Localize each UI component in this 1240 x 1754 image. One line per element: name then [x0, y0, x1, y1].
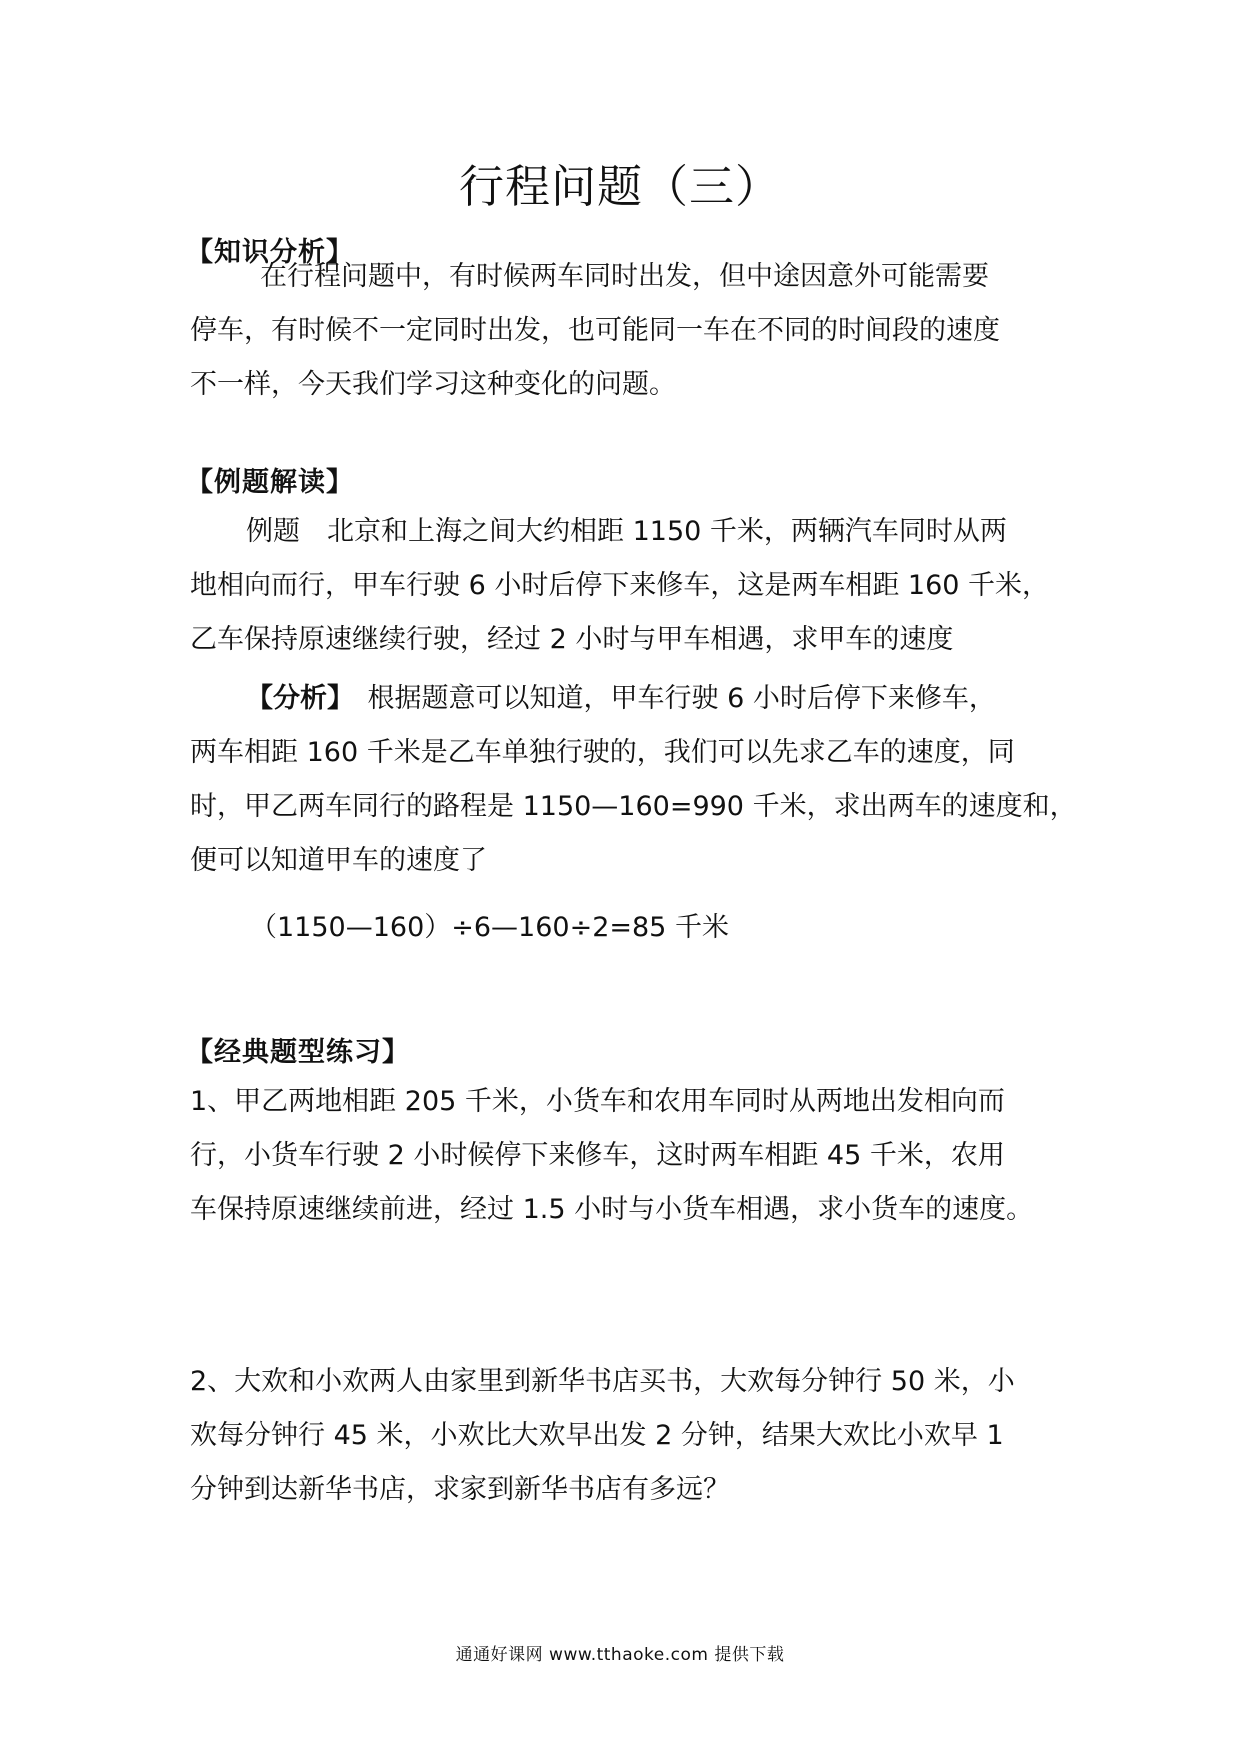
knowledge-line: 在行程问题中，有时候两车同时出发，但中途因意外可能需要 — [260, 261, 989, 292]
analysis-line: 两车相距 160 千米是乙车单独行驶的，我们可以先求乙车的速度，同 — [190, 737, 1015, 768]
formula: （1150—160）÷6—160÷2=85 千米 — [250, 912, 729, 943]
knowledge-line: 停车，有时候不一定同时出发，也可能同一车在不同的时间段的速度 — [190, 315, 1000, 346]
question-2-line: 欢每分钟行 45 米，小欢比大欢早出发 2 分钟，结果大欢比小欢早 1 — [190, 1420, 1004, 1451]
question-1-line: 行，小货车行驶 2 小时候停下来修车，这时两车相距 45 千米，农用 — [190, 1140, 1005, 1171]
practice-heading: 【经典题型练习】 — [186, 1037, 410, 1068]
analysis-first-text: 根据题意可以知道，甲车行驶 6 小时后停下来修车， — [340, 683, 996, 714]
knowledge-line: 不一样，今天我们学习这种变化的问题。 — [190, 369, 676, 400]
example-line: 乙车保持原速继续行驶，经过 2 小时与甲车相遇，求甲车的速度 — [190, 624, 954, 655]
knowledge-paragraph — [190, 250, 1060, 412]
analysis-first-line — [190, 672, 1060, 726]
question-2-line: 2、大欢和小欢两人由家里到新华书店买书，大欢每分钟行 50 米，小 — [190, 1366, 1015, 1397]
example-line: 例题 北京和上海之间大约相距 1150 千米，两辆汽车同时从两 — [246, 516, 1007, 547]
analysis-paragraph — [190, 672, 1077, 888]
example-heading: 【例题解读】 — [186, 467, 354, 498]
knowledge-heading: 【知识分析】 — [186, 237, 354, 268]
question-2 — [190, 1355, 1060, 1517]
question-1 — [190, 1075, 1060, 1237]
page-footer: 通通好课网 www.tthaoke.com 提供下载 — [455, 1645, 785, 1665]
analysis-line: 便可以知道甲车的速度了 — [190, 845, 487, 876]
example-paragraph — [190, 505, 1060, 667]
question-1-line: 车保持原速继续前进，经过 1.5 小时与小货车相遇，求小货车的速度。 — [190, 1194, 1034, 1225]
page-title: 行程问题（三） — [458, 160, 781, 213]
example-line: 地相向而行，甲车行驶 6 小时后停下来修车，这是两车相距 160 千米， — [190, 570, 1050, 601]
question-2-line: 分钟到达新华书店，求家到新华书店有多远？ — [190, 1474, 730, 1505]
analysis-label: 【分析】 — [246, 683, 341, 714]
question-1-line: 1、甲乙两地相距 205 千米，小货车和农用车同时从两地出发相向而 — [190, 1086, 1005, 1117]
analysis-line: 时，甲乙两车同行的路程是 1150—160=990 千米，求出两车的速度和， — [190, 791, 1077, 822]
